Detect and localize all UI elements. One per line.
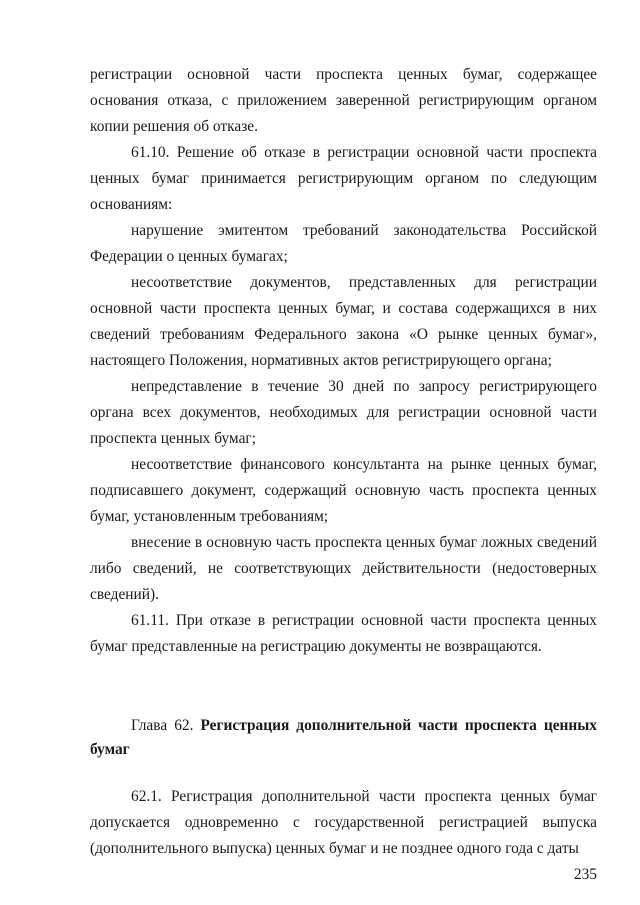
document-page (90, 62, 597, 862)
paragraph-62-1: 62.1. Регистрация дополнительной части проспекта ценных бумаг допускается одновременно с государственной регистрацией выпуска (дополнительного выпуска) ценных бумаг и не позднее одного года с даты (90, 788, 597, 857)
page-number: 235 (573, 866, 597, 883)
paragraph-ground-nonsubmission: непредставление в течение 30 дней по запросу регистрирующего органа всех документов, необходимых для регистрации основной части проспекта ценных бумаг; (90, 378, 597, 447)
paragraph-61-11: 61.11. При отказе в регистрации основной части проспекта ценных бумаг представленные на регистрацию документы не возвращаются. (90, 612, 597, 655)
chapter-title: Регистрация дополнительной части проспекта ценных бумаг (90, 717, 597, 758)
paragraph-61-10: 61.10. Решение об отказе в регистрации основной части проспекта ценных бумаг принимается регистрирующим органом по следующим основаниям: (90, 144, 597, 213)
paragraph-ground-false-info: внесение в основную часть проспекта ценных бумаг ложных сведений либо сведений, не соответствующих действительности (недостоверных сведений). (90, 534, 597, 603)
chapter-heading (90, 714, 597, 762)
paragraph-ground-violation: нарушение эмитентом требований законодательства Российской Федерации о ценных бумагах; (90, 222, 597, 265)
chapter-prefix: Глава 62. (131, 717, 201, 734)
chapter-spacer (90, 762, 597, 784)
paragraph-ground-consultant: несоответствие финансового консультанта на рынке ценных бумаг, подписавшего документ, содержащий основную часть проспекта ценных бумаг, установленным требованиям; (90, 456, 597, 525)
paragraph-continuation: регистрации основной части проспекта ценных бумаг, содержащее основания отказа, с приложением заверенной регистрирующим органом копии решения об отказе. (90, 66, 597, 135)
paragraph-ground-documents-mismatch: несоответствие документов, представленных для регистрации основной части проспекта ценных бумаг, и состава содержащихся в них сведений требованиям Федерального закона «О рынке ценных бумаг», настоящего Положения, нормативных актов регистрирующего органа; (90, 274, 597, 369)
